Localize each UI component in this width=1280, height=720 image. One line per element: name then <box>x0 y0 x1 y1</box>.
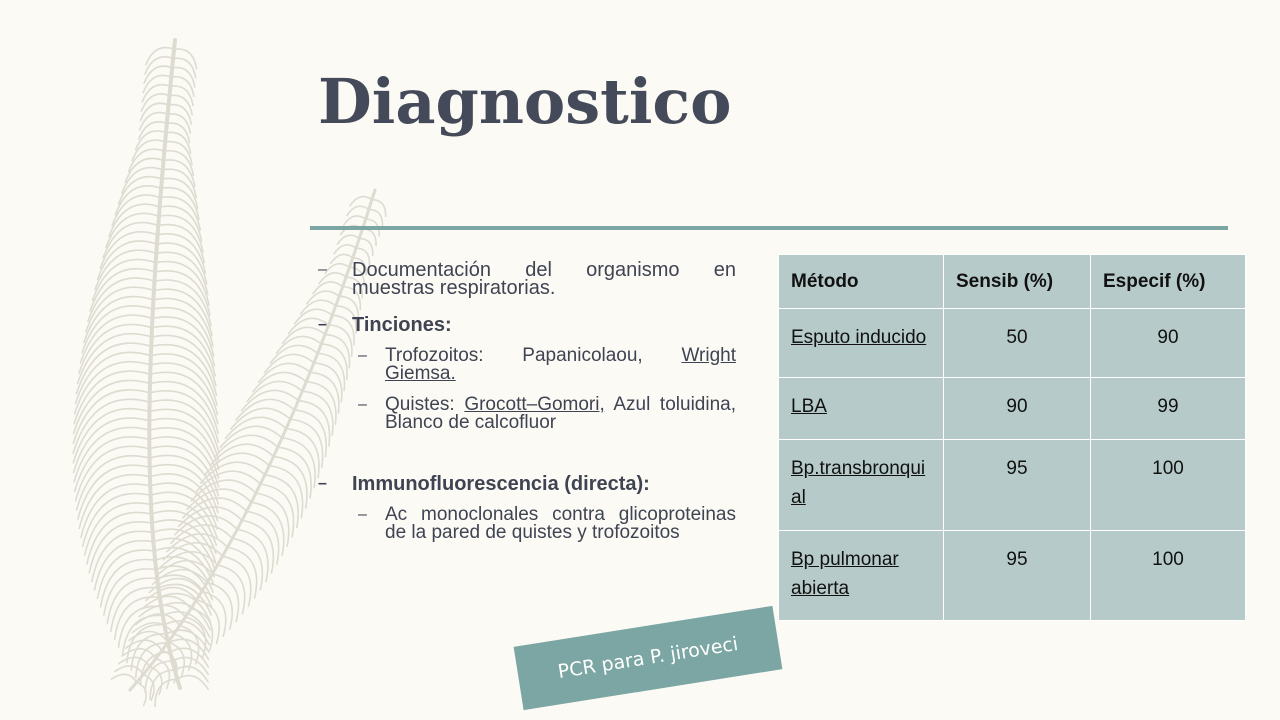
bullet-item: – Immunofluorescencia (directa): <box>318 473 650 495</box>
specificity-cell: 100 <box>1091 531 1246 621</box>
specificity-cell: 90 <box>1091 309 1246 378</box>
method-cell: Bp.transbronquial <box>779 440 944 531</box>
bullet-item: – Trofozoitos: Papanicolaou, Wright Giemsa. <box>358 345 736 384</box>
table-row <box>779 531 1246 621</box>
bullet-list <box>318 255 736 542</box>
table-row <box>779 440 1246 531</box>
sensitivity-cell: 95 <box>944 440 1091 531</box>
method-cell: Bp pulmonar abierta <box>779 531 944 621</box>
table-header-row <box>779 255 1246 309</box>
pcr-callout: PCR para P. jiroveci <box>514 606 783 710</box>
page-title: Diagnostico <box>318 65 732 138</box>
diagnostic-methods-table <box>778 254 1246 621</box>
specificity-cell: 99 <box>1091 378 1246 440</box>
sensitivity-cell: 90 <box>944 378 1091 440</box>
bullet-item: – Documentación del organismo en muestras respiratorias. <box>318 259 736 299</box>
title-divider <box>310 226 1228 230</box>
method-cell: LBA <box>779 378 944 440</box>
bullet-item: – Tinciones: <box>318 314 452 336</box>
bullet-item: – Quistes: Grocott–Gomori, Azul toluidina, Blanco de calcofluor <box>358 394 736 433</box>
column-header: Especif (%) <box>1091 255 1246 309</box>
table-row <box>779 309 1246 378</box>
method-cell: Esputo inducido <box>779 309 944 378</box>
column-header: Sensib (%) <box>944 255 1091 309</box>
column-header: Método <box>779 255 944 309</box>
sensitivity-cell: 95 <box>944 531 1091 621</box>
table-row <box>779 378 1246 440</box>
specificity-cell: 100 <box>1091 440 1246 531</box>
sensitivity-cell: 50 <box>944 309 1091 378</box>
bullet-item: – Ac monoclonales contra glicoproteinas de la pared de quistes y trofozoitos <box>358 504 736 543</box>
